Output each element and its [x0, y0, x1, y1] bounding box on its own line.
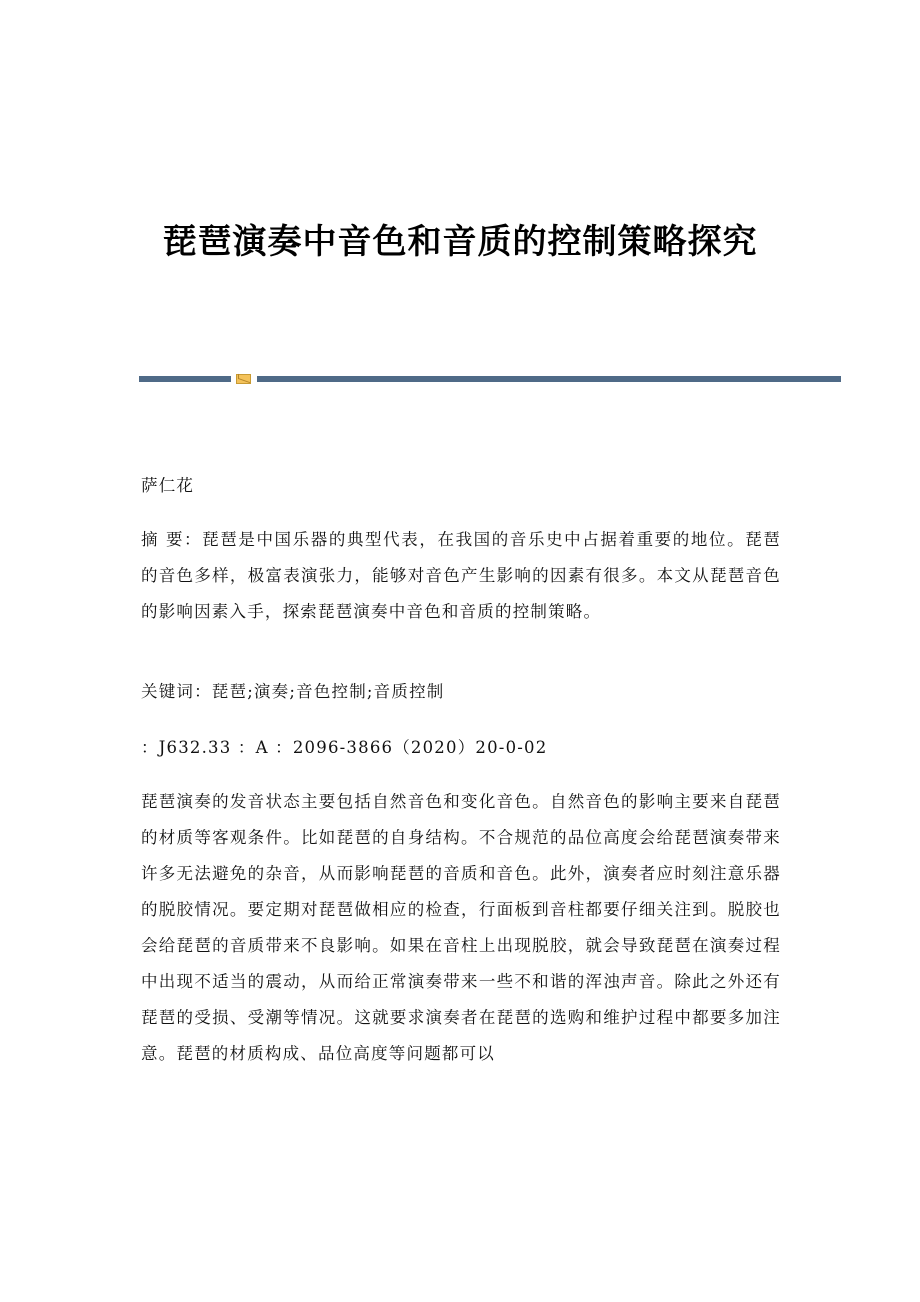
divider-bar-right — [257, 376, 841, 382]
keywords-text: 关键词：琵琶;演奏;音色控制;音质控制 — [141, 682, 445, 701]
keywords-section — [141, 674, 781, 710]
author-section — [141, 468, 781, 504]
envelope-icon — [236, 374, 251, 384]
body-paragraph: 琵琶演奏的发音状态主要包括自然音色和变化音色。自然音色的影响主要来自琵琶的材质等客观条件。比如琵琶的自身结构。不合规范的品位高度会给琵琶演奏带来许多无法避免的杂音，从而影响琵琶的音质和音色。此外，演奏者应时刻注意乐器的脱胶情况。要定期对琵琶做相应的检查，行面板到音柱都要仔细关注到。脱胶也会给琵琶的音质带来不良影响。如果在音柱上出现脱胶，就会导致琵琶在演奏过程中出现不适当的震动，从而给正常演奏带来一些不和谐的浑浊声音。除此之外还有琵琶的受损、受潮等情况。这就要求演奏者在琵琶的选购和维护过程中都要多加注意。琵琶的材质构成、品位高度等问题都可以 — [141, 792, 781, 1063]
title-divider — [139, 374, 841, 383]
abstract-text: 摘 要：琵琶是中国乐器的典型代表，在我国的音乐史中占据着重要的地位。琵琶的音色多样，极富表演张力，能够对音色产生影响的因素有很多。本文从琵琶音色的影响因素入手，探索琵琶演奏中音色和音质的控制策略。 — [141, 530, 781, 621]
body-section — [141, 784, 781, 1072]
classification-section — [141, 730, 781, 766]
divider-bar-left — [139, 376, 231, 382]
classification-text: ：J632.33 ：A ：2096-3866（2020）20-0-02 — [141, 738, 548, 757]
author-name: 萨仁花 — [141, 476, 195, 495]
abstract-section — [141, 522, 781, 630]
paper-title: 琵琶演奏中音色和音质的控制策略探究 — [162, 222, 758, 262]
